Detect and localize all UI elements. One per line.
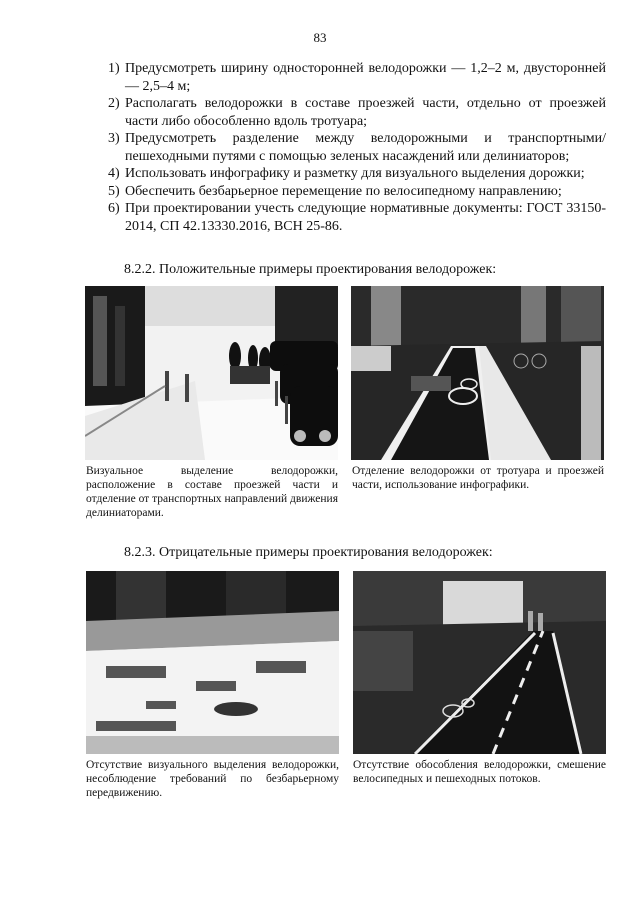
shared-path-photo bbox=[353, 571, 606, 754]
street-bike-lane-photo bbox=[85, 286, 338, 460]
item-text: Предусмотреть разделение между велодорожными и транспортными/пешеходными путями с помощью зеленых насаждений или делиниаторов; bbox=[125, 131, 606, 164]
item-number: 5) bbox=[108, 183, 120, 199]
page-number: 83 bbox=[313, 30, 327, 45]
list-item bbox=[108, 60, 606, 95]
positive-right-caption: Отделение велодорожки от тротуара и проезжей части, использование инфографики. bbox=[352, 465, 604, 491]
item-text: Использовать инфографику и разметку для визуального выделения дорожки; bbox=[125, 166, 585, 181]
item-text: Обеспечить безбарьерное перемещение по велосипедному направлению; bbox=[125, 183, 562, 199]
requirements-list bbox=[108, 60, 606, 235]
negative-right-caption: Отсутствие обособления велодорожки, смешение велосипедных и пешеходных потоков. bbox=[353, 759, 606, 785]
item-number: 4) bbox=[108, 166, 120, 181]
item-number: 3) bbox=[108, 131, 120, 146]
negative-examples-heading: 8.2.3. Отрицательные примеры проектирования велодорожек: bbox=[124, 545, 493, 560]
item-number: 2) bbox=[108, 96, 120, 111]
item-number: 1) bbox=[108, 61, 120, 76]
positive-examples-heading: 8.2.2. Положительные примеры проектирования велодорожек: bbox=[124, 262, 497, 277]
list-item bbox=[108, 95, 606, 130]
positive-left-caption: Визуальное выделение велодорожки, расположение в составе проезжей части и отделение от транспортных направлений движения делиниаторами. bbox=[86, 465, 338, 519]
park-bike-lane-photo bbox=[351, 286, 604, 460]
item-text: Располагать велодорожки в составе проезжей части, отдельно от проезжей части либо обособленно вдоль тротуара; bbox=[125, 96, 606, 129]
item-text: Предусмотреть ширину односторонней велодорожки — 1,2–2 м, двусторонней — 2,5–4 м; bbox=[125, 61, 606, 94]
item-number: 6) bbox=[108, 201, 120, 216]
list-item bbox=[108, 200, 606, 235]
negative-left-caption: Отсутствие визуального выделения велодорожки, несоблюдение требований по безбарьерному передвижению. bbox=[86, 759, 339, 799]
list-item bbox=[108, 183, 606, 201]
item-text: При проектировании учесть следующие нормативные документы: ГОСТ 33150-2014, СП 42.13330.2016, ВСН 25-86. bbox=[125, 201, 606, 234]
list-item bbox=[108, 130, 606, 165]
list-item bbox=[108, 165, 606, 183]
damaged-road-photo bbox=[86, 571, 339, 754]
